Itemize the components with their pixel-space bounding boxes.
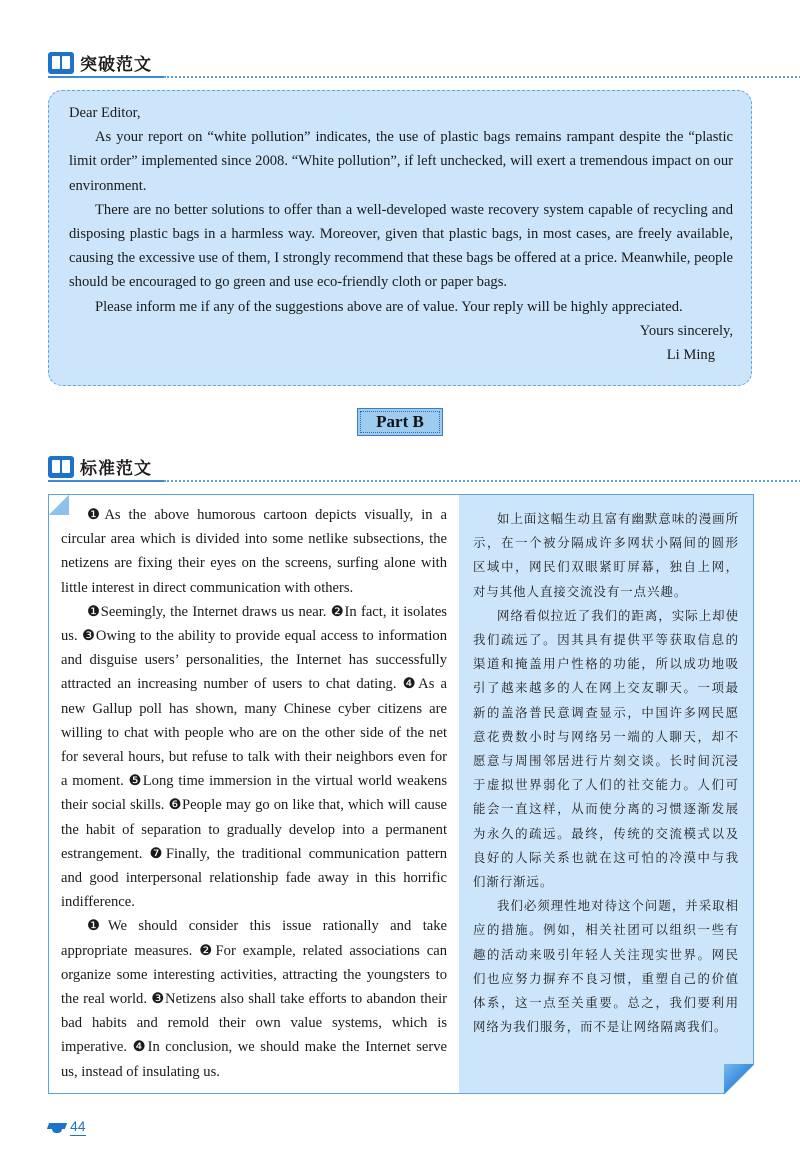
letter-closing: Yours sincerely, — [639, 322, 733, 339]
english-paragraph: ❶As the above humorous cartoon depicts visually, in a circular area which is divided into some netlike subsections, the netizens are fixing their eyes on the screens, surfing alone with little interest in direct communication with others. — [61, 507, 447, 596]
graduation-cap-icon — [48, 1121, 66, 1133]
english-column — [49, 495, 459, 1093]
page-number: 44 — [70, 1118, 86, 1134]
section-heading-breakthrough — [48, 50, 152, 75]
page-footer — [48, 1118, 86, 1136]
page-curl-decoration — [724, 1064, 754, 1094]
chinese-column — [459, 495, 753, 1093]
section-heading-standard — [48, 454, 152, 479]
corner-fold-decoration — [49, 495, 69, 515]
section-title: 突破范文 — [80, 55, 152, 75]
essay-panel — [48, 494, 754, 1094]
section-title: 标准范文 — [80, 459, 152, 479]
letter-paragraph: There are no better solutions to offer than a well-developed waste recovery system capable of recycling and disposing plastic bags in a harmless way. Moreover, given that plastic bags, in most cases, are freely available, causing the excessive use of them, I strongly recommend that these bags be offered at a price. Meanwhile, people should be encouraged to go green and use eco-friendly cloth or paper bags. — [69, 201, 733, 291]
letter-signature: Li Ming — [666, 347, 715, 364]
heading-underline — [48, 480, 164, 482]
letter-paragraph: As your report on “white pollution” indicates, the use of plastic bags remains rampant despite the “plastic limit order” implemented since 2008. “White pollution”, if left unchecked, will exert a tremendous impact on our environment. — [69, 129, 733, 194]
english-paragraph: ❶We should consider this issue rationally and take appropriate measures. ❷For example, related associations can organize some interesting activities, attracting the youngsters to the real world. ❸Netizens also shall take efforts to abandon their bad habits and remold their own value systems, which is imperative. ❹In conclusion, we should make the Internet serve us, instead of insulating us. — [61, 918, 447, 1080]
letter-paragraph: Please inform me if any of the suggestions above are of value. Your reply will be highly appreciated. — [95, 298, 683, 315]
chinese-paragraph: 网络看似拉近了我们的距离，实际上却使我们疏远了。因其具有提供平等获取信息的渠道和掩盖用户性格的功能，所以成功地吸引了越来越多的人在网上交友聊天。一项最新的盖洛普民意调查显示，中国许多网民愿意花费数小时与网络另一端的人聊天，却不愿意与周围邻居进行片刻交谈。长时间沉浸于虚拟世界弱化了人们的社交能力。人们可能会一直这样，从而使分离的习惯逐渐发展为永久的疏远。最终，传统的交流模式以及良好的人际关系也就在这可怕的冷漠中与我们渐行渐远。 — [473, 607, 739, 890]
book-icon — [48, 456, 74, 478]
heading-underline — [48, 76, 164, 78]
chinese-paragraph: 如上面这幅生动且富有幽默意味的漫画所示，在一个被分隔成许多网状小隔间的圆形区域中，网民们双眼紧盯屏幕，独自上网，对与其他人直接交流没有一点兴趣。 — [473, 511, 739, 599]
heading-dotted-rule — [164, 76, 800, 78]
book-icon — [48, 52, 74, 74]
letter-panel — [48, 90, 752, 386]
letter-salutation: Dear Editor, — [69, 105, 141, 121]
heading-dotted-rule — [164, 480, 800, 482]
chinese-paragraph: 我们必须理性地对待这个问题，并采取相应的措施。例如，相关社团可以组织一些有趣的活动来吸引年轻人关注现实世界。网民们也应努力摒弃不良习惯，重塑自己的价值体系，这一点至关重要。总之，我们要利用网络为我们服务，而不是让网络隔离我们。 — [473, 898, 739, 1035]
part-label: Part B — [357, 408, 443, 436]
english-paragraph: ❶Seemingly, the Internet draws us near. ❷In fact, it isolates us. ❸Owing to the ability to provide equal access to information and disguise users’ personalities, the Internet has successfully attracted an increasing number of users to chat dating. ❹As a new Gallup poll has shown, many Chinese cyber citizens are willing to chat with people who are on the other side of the net for several hours, but refuse to talk with their neighbors even for a moment. ❺Long time immersion in the virtual world weakens their social skills. ❻People may go on like that, which will cause the habit of separation to gradually develop into a permanent estrangement. ❼Finally, the traditional communication pattern and good interpersonal relationship fade away in this horrific indifference. — [61, 603, 447, 911]
